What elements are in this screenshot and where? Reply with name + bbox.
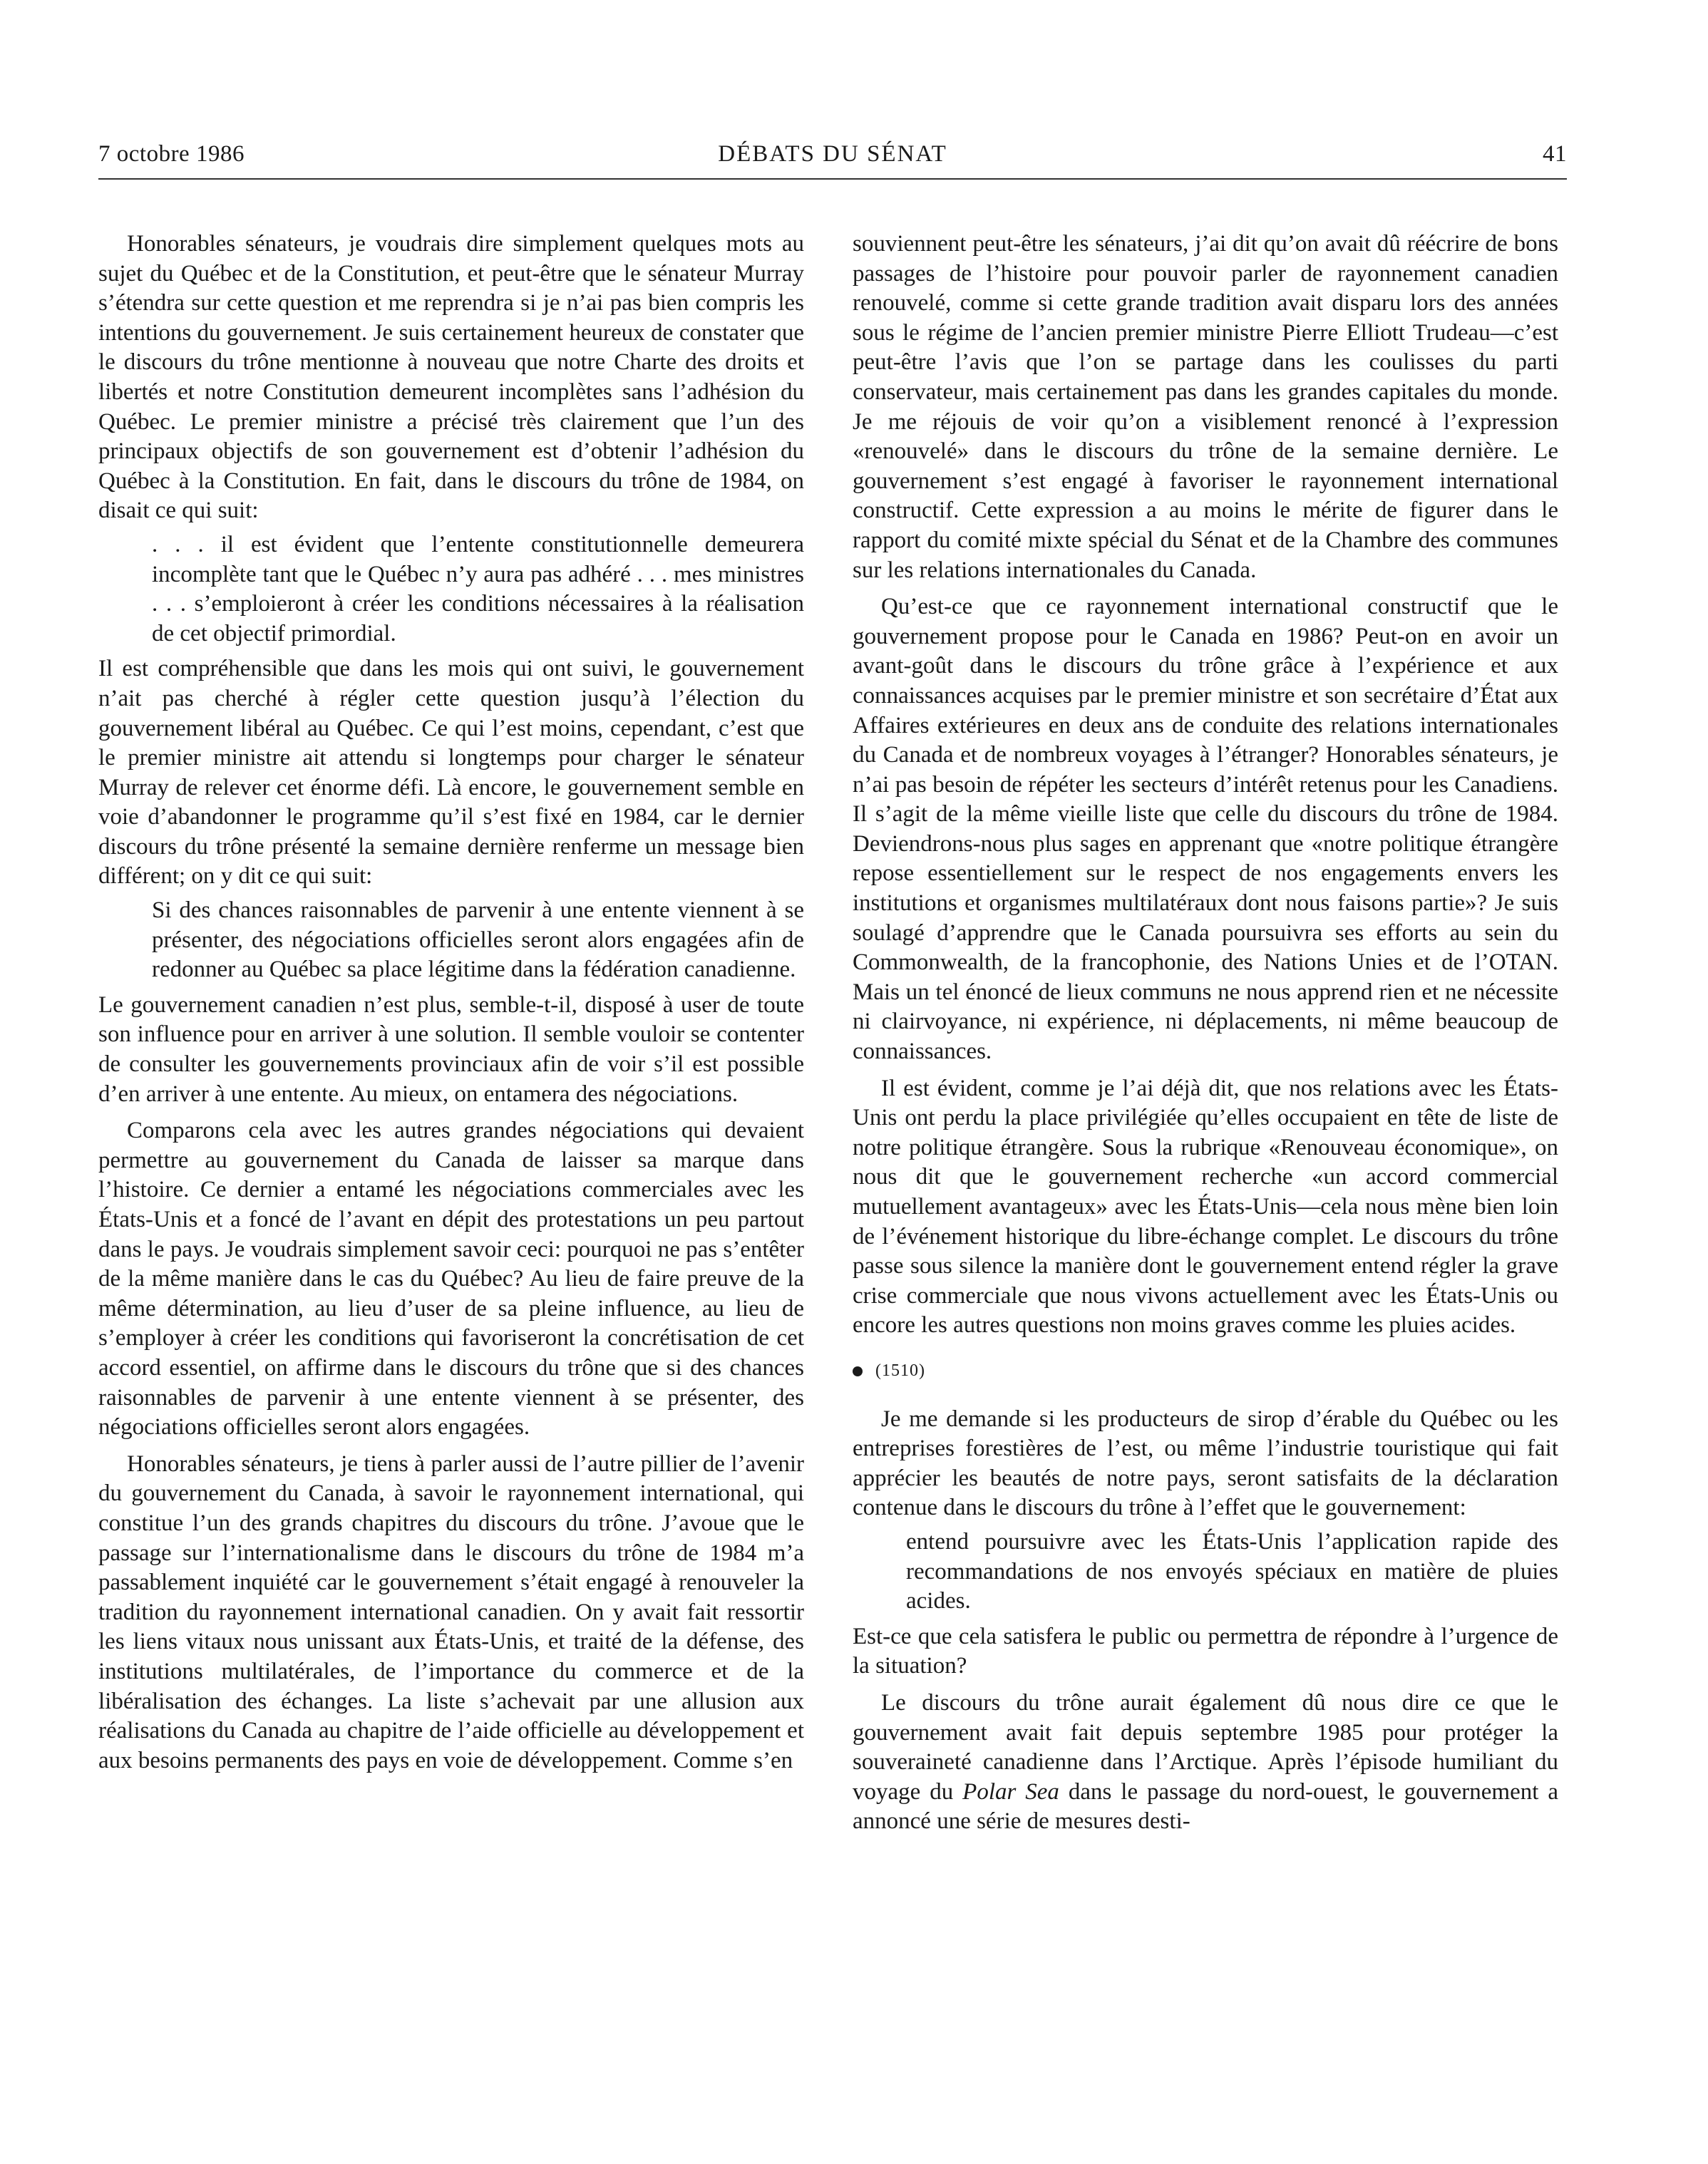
ship-name: Polar Sea (962, 1778, 1059, 1805)
time-marker-text: (1510) (875, 1361, 925, 1380)
paragraph: Est-ce que cela satisfera le public ou permettra de répondre à l’urgence de la situation? (853, 1623, 1558, 1679)
paragraph-last (853, 1689, 1558, 1837)
paragraph: Il est compréhensible que dans les mois qui ont suivi, le gouvernement n’ait pas cherché à régler cette question jusqu’à l’élection du gouvernement libéral au Québec. Ce qui l’est moins, cependant, c’est que le premier ministre ait attendu si longtemps pour charger le sénateur Murray de relever cet énorme défi. Là encore, le gouvernement semble en voie d’abandonner le programme qu’il s’est fixé en 1984, car le dernier discours du trône présenté la semaine dernière renferme un message bien différent; on y dit ce qui suit: (98, 656, 804, 890)
paragraph: Comparons cela avec les autres grandes négociations qui devaient permettre au gouvernement du Canada de laisser sa marque dans l’histoire. Ce dernier a entamé les négociations commerciales avec les États-Unis et a foncé de l’avant en dépit des protestations un peu partout dans le pays. Je voudrais simplement savoir ceci: pourquoi ne pas s’entêter de la même manière dans le cas du Québec? Au lieu de faire preuve de la même détermination, au lieu d’user de sa pleine influence, au lieu de s’employer à créer les conditions qui favoriseront la concrétisation de cet accord essentiel, on affirme dans le discours du trône que si des chances raisonnables de parvenir à une entente viennent à se présenter, des négociations officielles seront alors engagées. (98, 1118, 804, 1441)
quote-text: Si des chances raisonnables de parvenir à une entente viennent à se présenter, des négociations officielles seront alors engagées afin de redonner au Québec sa place légitime dans la fédération canadienne. (152, 897, 804, 983)
header-rule (98, 178, 1567, 180)
paragraph: Il est évident, comme je l’ai déjà dit, que nos relations avec les États-Unis ont perdu la place privilégiée qu’elles occupaient en tête de liste de notre politique étrangère. Sous la rubrique «Renouveau économique», on nous dit que le gouvernement recherche «un accord commercial mutuellement avantageux» avec les États-Unis—cela nous mène bien loin de l’événement historique du libre-échange complet. Le discours du trône passe sous silence la manière dont le gouvernement entend régler la grave crise commerciale que nous vivons actuellement avec les États-Unis ou encore les autres questions non moins graves comme les pluies acides. (853, 1075, 1558, 1339)
paragraph: Qu’est-ce que ce rayonnement international constructif que le gouvernement propose pour le Canada en 1986? Peut-on en avoir un avant-goût dans le discours du trône grâce à l’expérience et aux connaissances acquises par le premier ministre et son secrétaire d’État aux Affaires extérieures en deux ans de conduite des relations internationales du Canada et de nombreux voyages à l’étranger? Honorables sénateurs, je n’ai pas besoin de répéter les secteurs d’intérêt retenus pour les Canadiens. Il s’agit de la même vieille liste que celle du discours du trône de 1984. Deviendrons-nous plus sages en apprenant que «notre politique étrangère repose essentiellement sur le respect de nos engagements envers les institutions et organismes multilatéraux dont nous faisons partie»? Je suis soulagé d’apprendre que le Canada poursuivra ses efforts au sein du Commonwealth, de la francophonie, des Nations Unies et de l’OTAN. Mais un tel énoncé de lieux communs ne nous apprend rien et ne nécessite ni clairvoyance, ni expérience, ni déplacements, ni même beaucoup de connaissances. (853, 594, 1558, 1065)
text-run: Le discours du trône aurait également dû nous dire ce que le gouvernement avait fait depuis septembre 1985 pour protéger la souveraineté canadienne dans l’Arctique. Après l’épisode humiliant du voyage du (853, 1689, 1558, 1805)
bullet-dot-icon (853, 1366, 863, 1376)
paragraph: Honorables sénateurs, je tiens à parler aussi de l’autre pillier de l’avenir du gouvernement du Canada, à savoir le rayonnement international, qui constitue l’un des grands chapitres du discours du trône. J’avoue que le passage sur l’internationalisme dans le discours du trône de 1984 m’a passablement inquiété car le gouvernement s’était engagé à renouveler la tradition du rayonnement international canadien. On y avait fait ressortir les liens vitaux nous unissant aux États-Unis, et traité de la défense, des institutions multilatérales, de l’importance du commerce et de la libéralisation des échanges. La liste s’achevait par une allusion aux réalisations du Canada au chapitre de l’aide officielle au développement et aux besoins permanents des pays en voie de développement. Comme s’en (98, 1451, 804, 1773)
header-page-number: 41 (1543, 141, 1567, 167)
quote-text: entend poursuivre avec les États-Unis l’application rapide des recommandations de nos envoyés spéciaux en matière de pluies acides. (906, 1528, 1558, 1614)
header-journal-title: DÉBATS DU SÉNAT (718, 141, 947, 167)
paragraph: Je me demande si les producteurs de sirop d’érable du Québec ou les entreprises forestières de l’est, ou même l’industrie touristique qui fait apprécier les beautés de notre pays, seront satisfaits de la déclaration contenue dans le discours du trône à l’effet que le gouvernement: (853, 1406, 1558, 1521)
quote-text: . . . il est évident que l’entente constitutionnelle demeurera incomplète tant que le Québec n’y aura pas adhéré . . . mes ministres . . . s’emploieront à créer les conditions nécessaires à la réalisation de cet objectif primordial. (152, 531, 804, 646)
left-column (98, 230, 804, 1776)
block-quote (853, 1527, 1558, 1617)
paragraph: Honorables sénateurs, je voudrais dire simplement quelques mots au sujet du Québec et de la Constitution, et peut-être que le sénateur Murray s’étendra sur cette question et me reprendra si je n’ai pas bien compris les intentions du gouvernement. Je suis certainement heureux de constater que le discours du trône mentionne à nouveau que notre Charte des droits et libertés et notre Constitution demeurent incomplètes sans l’adhésion du Québec. Le premier ministre a précisé très clairement que l’un des principaux objectifs de son gouvernement est d’obtenir l’adhésion du Québec à la Constitution. En fait, dans le discours du trône de 1984, on disait ce qui suit: (98, 231, 804, 524)
paragraph: Le gouvernement canadien n’est plus, semble-t-il, disposé à user de toute son influence pour en arriver à une solution. Il semble vouloir se contenter de consulter les gouvernements provinciaux afin de voir s’il est possible d’en arriver à une entente. Au mieux, on entamera des négociations. (98, 991, 804, 1107)
block-quote (98, 896, 804, 985)
text-run: dans le passage du nord-ouest, le gouvernement a annoncé une série de mesures desti- (853, 1778, 1558, 1835)
time-marker (853, 1356, 1558, 1386)
right-column (853, 230, 1558, 1837)
running-head (98, 141, 1567, 177)
paragraph: souviennent peut-être les sénateurs, j’ai dit qu’on avait dû réécrire de bons passages de l’histoire pour pouvoir parler de rayonnement canadien renouvelé, comme si cette grande tradition avait disparu lors des années sous le régime de l’ancien premier ministre Pierre Elliott Trudeau—c’est peut-être l’avis que l’on se partage dans les coulisses du parti conservateur, mais certainement pas dans les grandes capitales du monde. Je me réjouis de voir qu’on a visiblement renoncé à l’expression «renouvelé» dans le discours du trône de la semaine dernière. Le gouvernement s’est engagé à favoriser le rayonnement international constructif. Cette expression a au moins le mérite de figurer dans le rapport du comité mixte spécial du Sénat et de la Chambre des communes sur les relations internationales du Canada. (853, 231, 1558, 583)
header-date: 7 octobre 1986 (98, 141, 245, 167)
block-quote (98, 530, 804, 649)
